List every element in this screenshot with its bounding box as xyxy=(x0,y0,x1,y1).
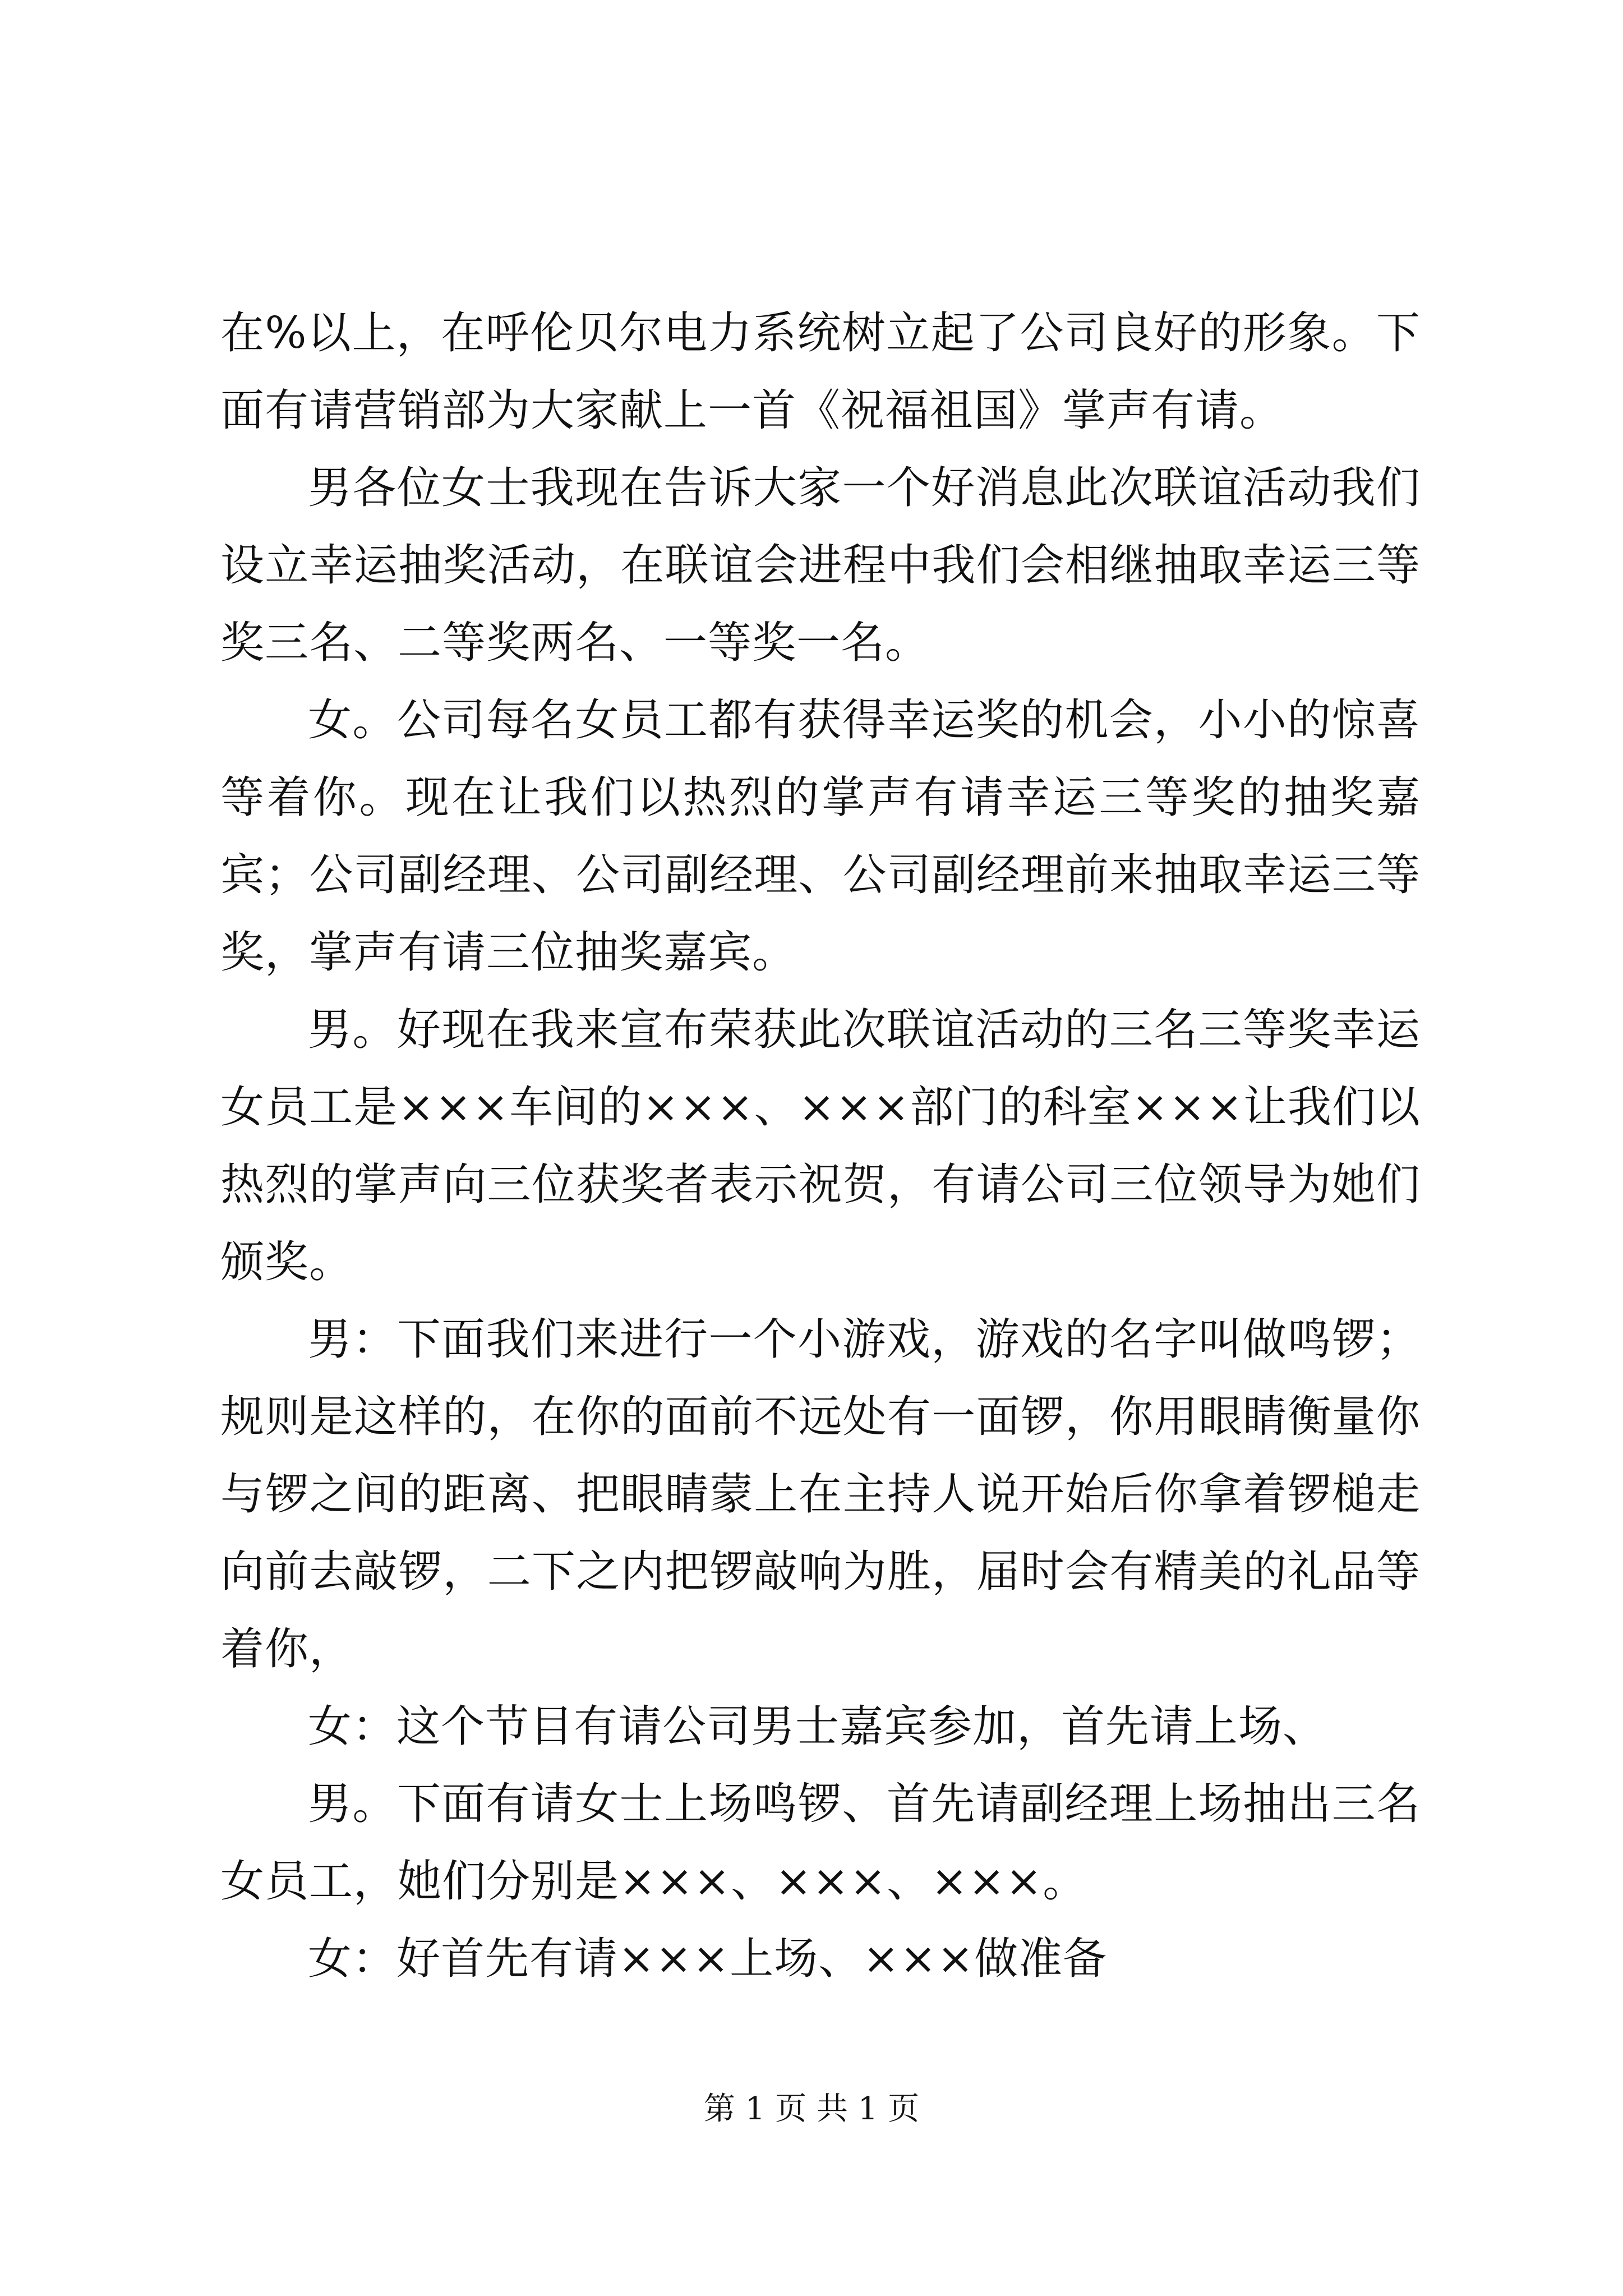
page-number-label: 第 1 页 共 1 页 xyxy=(703,2091,920,2127)
paragraph-1: 在%以上，在呼伦贝尔电力系统树立起了公司良好的形象。下面有请营销部为大家献上一首《祝福祖国》掌声有请。 xyxy=(220,308,1421,436)
paragraph-8: 女：好首先有请×××上场、×××做准备 xyxy=(308,1934,1108,1984)
paragraph-4: 男。好现在我来宣布荣获此次联谊活动的三名三等奖幸运女员工是×××车间的×××、×××部门的科室×××让我们以热烈的掌声向三位获奖者表示祝贺，有请公司三位领导为她们颁奖。 xyxy=(220,1005,1421,1287)
document-body xyxy=(220,295,1421,1998)
paragraph-3: 女。公司每名女员工都有获得幸运奖的机会，小小的惊喜等着你。现在让我们以热烈的掌声有请幸运三等奖的抽奖嘉宾；公司副经理、公司副经理、公司副经理前来抽取幸运三等奖，掌声有请三位抽奖嘉宾。 xyxy=(220,695,1421,978)
paragraph-2: 男各位女士我现在告诉大家一个好消息此次联谊活动我们设立幸运抽奖活动，在联谊会进程中我们会相继抽取幸运三等奖三名、二等奖两名、一等奖一名。 xyxy=(220,463,1421,668)
paragraph-6: 女：这个节目有请公司男士嘉宾参加，首先请上场、 xyxy=(308,1701,1327,1752)
page-footer xyxy=(0,2087,1623,2132)
paragraph-5: 男：下面我们来进行一个小游戏，游戏的名字叫做鸣锣；规则是这样的，在你的面前不远处有一面锣，你用眼睛衡量你与锣之间的距离、把眼睛蒙上在主持人说开始后你拿着锣槌走向前去敲锣，二下之内把锣敲响为胜，届时会有精美的礼品等着你， xyxy=(220,1314,1421,1674)
paragraph-7: 男。下面有请女士上场鸣锣、首先请副经理上场抽出三名女员工，她们分别是×××、×××、×××。 xyxy=(220,1779,1421,1907)
